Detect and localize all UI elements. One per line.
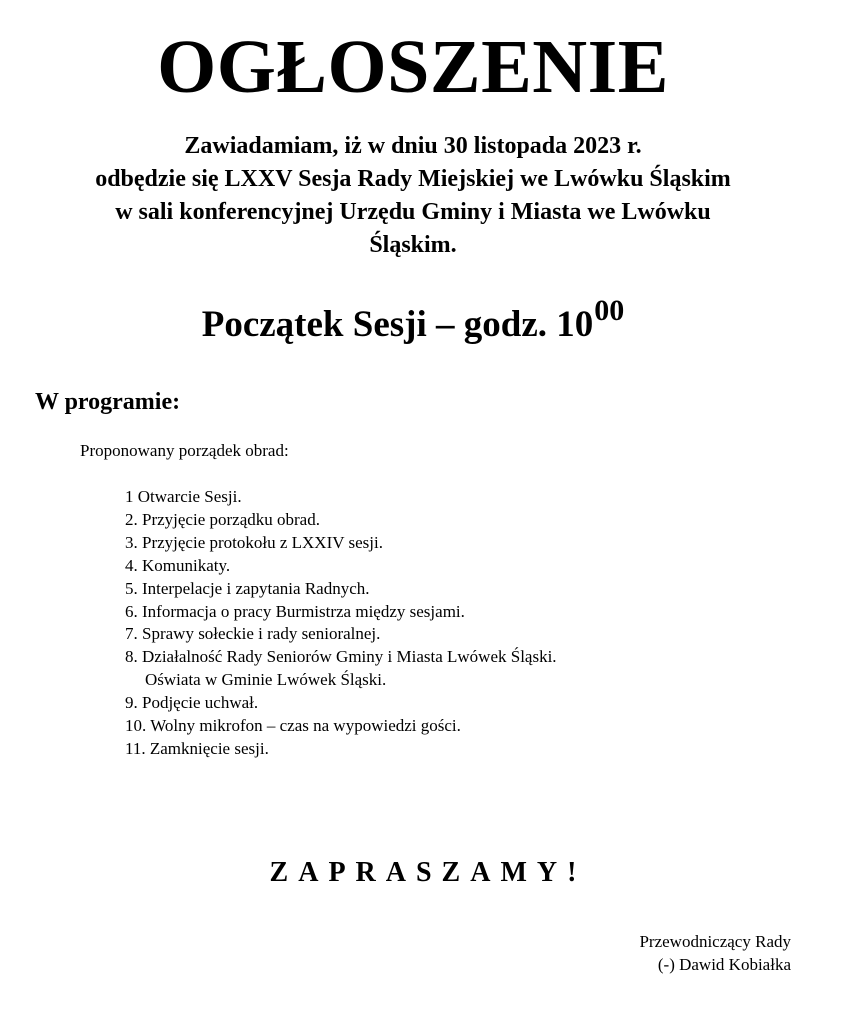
agenda-item: 1 Otwarcie Sesji. <box>125 487 242 506</box>
agenda-item: 2. Przyjęcie porządku obrad. <box>125 509 320 529</box>
agenda-item: 10. Wolny mikrofon – czas na wypowiedzi gości. <box>125 716 461 736</box>
invitation-text: ZAPRASZAMY! <box>269 857 587 888</box>
agenda-item: 3. Przyjęcie protokołu z LXXIV sesji. <box>125 532 383 552</box>
agenda-item: 8. Działalność Rady Seniorów Gminy i Miasta Lwówek Śląski. <box>125 647 557 667</box>
agenda-item: 5. Interpelacje i zapytania Radnych. <box>125 578 370 598</box>
intro-line: w sali konferencyjnej Urzędu Gminy i Miasta we Lwówku <box>115 199 711 225</box>
agenda-item-continuation: Oświata w Gminie Lwówek Śląski. <box>145 670 387 690</box>
session-start-label: Początek Sesji – godz. 10 <box>201 304 594 345</box>
announcement-title: OGŁOSZENIE <box>157 25 669 109</box>
announcement-intro <box>0 130 826 262</box>
signature-role: Przewodniczący Rady <box>639 932 791 951</box>
agenda-list <box>125 486 557 761</box>
agenda-item: 9. Podjęcie uchwał. <box>125 693 259 713</box>
agenda-item: 6. Informacja o pracy Burmistrza między sesjami. <box>125 601 465 621</box>
session-start-time <box>0 290 826 360</box>
agenda-item: 4. Komunikaty. <box>125 555 231 575</box>
intro-line: Zawiadamiam, iż w dniu 30 listopada 2023 r. <box>184 133 642 159</box>
signature-block <box>639 930 791 976</box>
agenda-item: 7. Sprawy sołeckie i rady senioralnej. <box>125 624 381 644</box>
signature-name: (-) Dawid Kobiałka <box>657 955 791 974</box>
intro-line: odbędzie się LXXV Sesja Rady Miejskiej we Lwówku Śląskim <box>95 166 731 192</box>
agenda-intro: Proponowany porządek obrad: <box>80 441 289 460</box>
agenda-item: 11. Zamknięcie sesji. <box>125 738 269 758</box>
intro-line: Śląskim. <box>369 232 457 258</box>
program-heading: W programie: <box>35 389 181 415</box>
session-start-minutes: 00 <box>594 294 625 327</box>
